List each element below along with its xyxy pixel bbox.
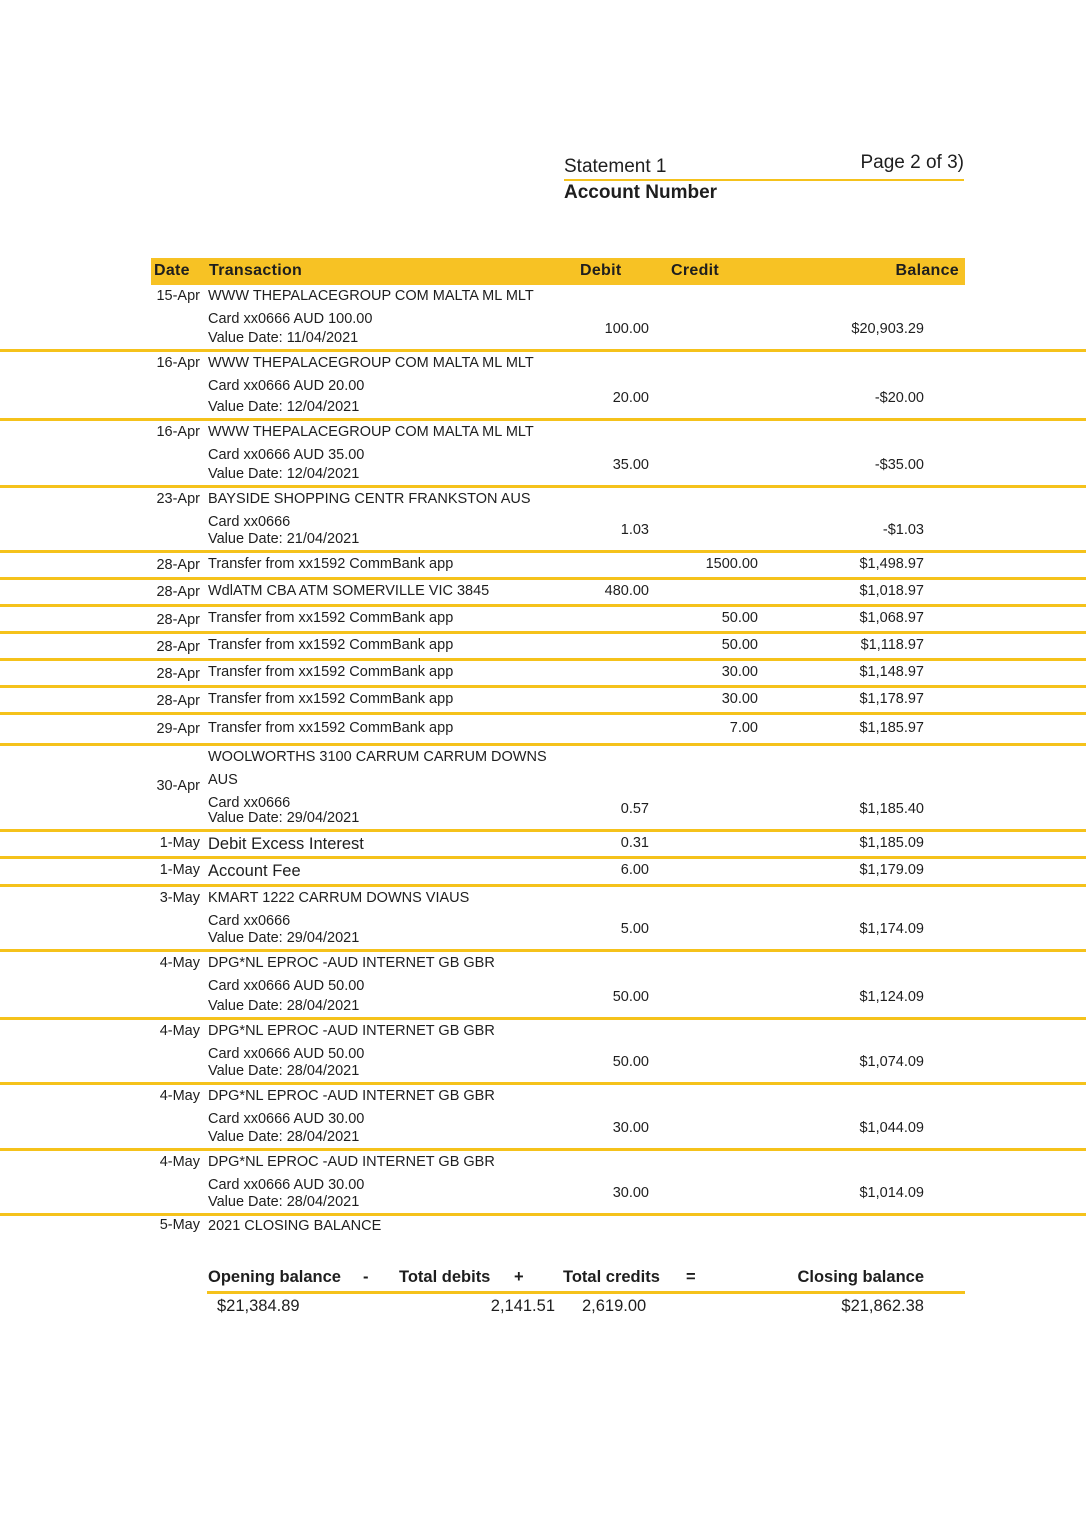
table-row <box>0 634 1086 661</box>
closing-balance-value: $21,862.38 <box>841 1297 924 1315</box>
closing-balance-label: Closing balance <box>797 1268 924 1286</box>
transaction-description: WWW THEPALACEGROUP COM MALTA ML MLT <box>208 288 534 304</box>
transaction-detail: Card xx0666 AUD 20.00 <box>208 378 365 394</box>
balance-amount: $1,185.09 <box>859 835 924 851</box>
transaction-description: DPG*NL EPROC -AUD INTERNET GB GBR <box>208 1023 495 1039</box>
transaction-date: 1-May <box>159 835 200 851</box>
table-row <box>0 580 1086 607</box>
transaction-description: Account Fee <box>208 862 301 880</box>
table-row <box>0 715 1086 746</box>
transaction-detail: Card xx0666 <box>208 514 291 530</box>
debit-amount: 480.00 <box>604 583 649 599</box>
transaction-detail: Value Date: 28/04/2021 <box>208 1063 360 1079</box>
column-header-credit: Credit <box>671 262 720 279</box>
transaction-description: KMART 1222 CARRUM DOWNS VIAUS <box>208 890 470 906</box>
transaction-description: DPG*NL EPROC -AUD INTERNET GB GBR <box>208 1088 495 1104</box>
balance-amount: -$20.00 <box>874 390 924 406</box>
debit-amount: 35.00 <box>612 457 649 473</box>
balance-amount: $1,118.97 <box>860 637 924 653</box>
balance-amount: $1,185.97 <box>859 720 924 736</box>
table-row <box>0 421 1086 488</box>
transaction-detail: Card xx0666 AUD 35.00 <box>208 447 365 463</box>
credit-amount: 30.00 <box>721 691 758 707</box>
credit-amount: 50.00 <box>721 637 758 653</box>
debit-amount: 100.00 <box>604 321 649 337</box>
transaction-date: 15-Apr <box>156 288 200 304</box>
table-row <box>0 285 1086 352</box>
table-row <box>0 488 1086 553</box>
transaction-description: BAYSIDE SHOPPING CENTR FRANKSTON AUS <box>208 491 531 507</box>
table-row <box>0 688 1086 715</box>
transaction-description: 2021 CLOSING BALANCE <box>208 1218 382 1234</box>
transaction-description: Transfer from xx1592 CommBank app <box>208 664 454 680</box>
debit-amount: 5.00 <box>620 921 649 937</box>
debit-amount: 50.00 <box>612 1054 649 1070</box>
balance-amount: $1,174.09 <box>859 921 924 937</box>
balance-amount: $1,148.97 <box>859 664 924 680</box>
transaction-detail: Value Date: 28/04/2021 <box>208 998 360 1014</box>
transaction-detail: Value Date: 21/04/2021 <box>208 531 360 547</box>
balance-amount: -$35.00 <box>874 457 924 473</box>
balance-amount: $1,185.40 <box>859 801 924 817</box>
transaction-date: 28-Apr <box>156 557 200 573</box>
transaction-date: 28-Apr <box>156 612 200 628</box>
transaction-date: 28-Apr <box>156 639 200 655</box>
balance-amount: $1,014.09 <box>859 1185 924 1201</box>
opening-balance-label: Opening balance <box>208 1268 341 1286</box>
summary-divider <box>207 1291 965 1294</box>
transaction-detail: Value Date: 11/04/2021 <box>208 330 359 346</box>
page-indicator: Page 2 of 3) <box>860 152 964 173</box>
debit-amount: 1.03 <box>620 522 649 538</box>
transaction-description: WOOLWORTHS 3100 CARRUM CARRUM DOWNS <box>208 749 547 765</box>
opening-balance-value: $21,384.89 <box>217 1297 300 1315</box>
balance-amount: $1,074.09 <box>859 1054 924 1070</box>
table-row <box>0 832 1086 859</box>
balance-amount: $1,179.09 <box>859 862 924 878</box>
debit-amount: 0.57 <box>620 801 649 817</box>
balance-amount: -$1.03 <box>882 522 924 538</box>
total-debits-value: 2,141.51 <box>490 1297 555 1315</box>
transaction-detail: Card xx0666 AUD 100.00 <box>208 311 373 327</box>
table-row <box>0 952 1086 1020</box>
transaction-date: 29-Apr <box>156 721 200 737</box>
transaction-date: 5-May <box>159 1217 200 1233</box>
credit-amount: 50.00 <box>721 610 758 626</box>
transaction-detail: Card xx0666 AUD 30.00 <box>208 1177 365 1193</box>
transaction-description: Transfer from xx1592 CommBank app <box>208 720 454 736</box>
transaction-detail: AUS <box>208 772 238 788</box>
equals-operator: = <box>686 1268 696 1286</box>
credit-amount: 7.00 <box>729 720 758 736</box>
balance-amount: $20,903.29 <box>851 321 924 337</box>
transaction-detail: Value Date: 12/04/2021 <box>208 399 360 415</box>
transaction-date: 23-Apr <box>156 491 200 507</box>
minus-operator: - <box>363 1268 369 1286</box>
table-row <box>0 1216 1086 1240</box>
debit-amount: 20.00 <box>612 390 649 406</box>
table-row <box>0 887 1086 952</box>
column-header-transaction: Transaction <box>209 262 303 279</box>
transaction-date: 1-May <box>159 862 200 878</box>
transaction-date: 4-May <box>159 1154 200 1170</box>
balance-amount: $1,178.97 <box>859 691 924 707</box>
transaction-detail: Card xx0666 <box>208 795 291 811</box>
transaction-description: WWW THEPALACEGROUP COM MALTA ML MLT <box>208 355 534 371</box>
transaction-description: WWW THEPALACEGROUP COM MALTA ML MLT <box>208 424 534 440</box>
transaction-description: Debit Excess Interest <box>208 835 364 853</box>
table-row <box>0 859 1086 887</box>
table-row <box>0 1151 1086 1216</box>
transaction-description: Transfer from xx1592 CommBank app <box>208 691 454 707</box>
transaction-detail: Value Date: 28/04/2021 <box>208 1129 360 1145</box>
debit-amount: 0.31 <box>620 835 649 851</box>
transaction-description: WdlATM CBA ATM SOMERVILLE VIC 3845 <box>208 583 490 599</box>
table-row <box>0 1085 1086 1151</box>
transaction-detail: Value Date: 29/04/2021 <box>208 930 360 946</box>
table-row <box>0 607 1086 634</box>
transaction-detail: Value Date: 12/04/2021 <box>208 466 360 482</box>
transaction-date: 30-Apr <box>156 778 200 794</box>
table-row <box>0 553 1086 580</box>
table-row <box>0 1020 1086 1085</box>
transaction-date: 3-May <box>159 890 200 906</box>
column-header-date: Date <box>154 262 190 279</box>
transaction-date: 16-Apr <box>156 424 200 440</box>
column-header-debit: Debit <box>580 262 622 279</box>
transaction-date: 16-Apr <box>156 355 200 371</box>
balance-amount: $1,018.97 <box>859 583 924 599</box>
plus-operator: + <box>514 1268 524 1286</box>
total-credits-label: Total credits <box>563 1268 660 1286</box>
debit-amount: 30.00 <box>612 1185 649 1201</box>
transaction-description: Transfer from xx1592 CommBank app <box>208 556 454 572</box>
table-row <box>0 661 1086 688</box>
transaction-description: DPG*NL EPROC -AUD INTERNET GB GBR <box>208 955 495 971</box>
statement-title: Statement 1 <box>564 154 964 181</box>
transaction-detail: Card xx0666 AUD 50.00 <box>208 978 365 994</box>
transaction-detail: Value Date: 28/04/2021 <box>208 1194 360 1210</box>
transaction-date: 28-Apr <box>156 693 200 709</box>
transaction-date: 4-May <box>159 1023 200 1039</box>
transaction-date: 28-Apr <box>156 666 200 682</box>
transaction-detail: Card xx0666 <box>208 913 291 929</box>
account-number-label: Account Number <box>564 182 718 203</box>
transaction-date: 4-May <box>159 1088 200 1104</box>
summary <box>0 1264 1086 1334</box>
credit-amount: 1500.00 <box>705 556 758 572</box>
transaction-detail: Value Date: 29/04/2021 <box>208 810 360 826</box>
table-row <box>0 352 1086 421</box>
balance-amount: $1,044.09 <box>859 1120 924 1136</box>
total-debits-label: Total debits <box>399 1268 491 1286</box>
transaction-date: 4-May <box>159 955 200 971</box>
transaction-detail: Card xx0666 AUD 30.00 <box>208 1111 365 1127</box>
balance-amount: $1,498.97 <box>859 556 924 572</box>
transaction-description: Transfer from xx1592 CommBank app <box>208 610 454 626</box>
balance-amount: $1,124.09 <box>859 989 924 1005</box>
credit-amount: 30.00 <box>721 664 758 680</box>
column-header-balance: Balance <box>895 262 959 279</box>
total-credits-value: 2,619.00 <box>582 1297 647 1315</box>
balance-amount: $1,068.97 <box>859 610 924 626</box>
debit-amount: 50.00 <box>612 989 649 1005</box>
table-row <box>0 746 1086 832</box>
debit-amount: 30.00 <box>612 1120 649 1136</box>
transaction-date: 28-Apr <box>156 584 200 600</box>
transaction-description: Transfer from xx1592 CommBank app <box>208 637 454 653</box>
transaction-description: DPG*NL EPROC -AUD INTERNET GB GBR <box>208 1154 495 1170</box>
debit-amount: 6.00 <box>620 862 649 878</box>
transaction-detail: Card xx0666 AUD 50.00 <box>208 1046 365 1062</box>
